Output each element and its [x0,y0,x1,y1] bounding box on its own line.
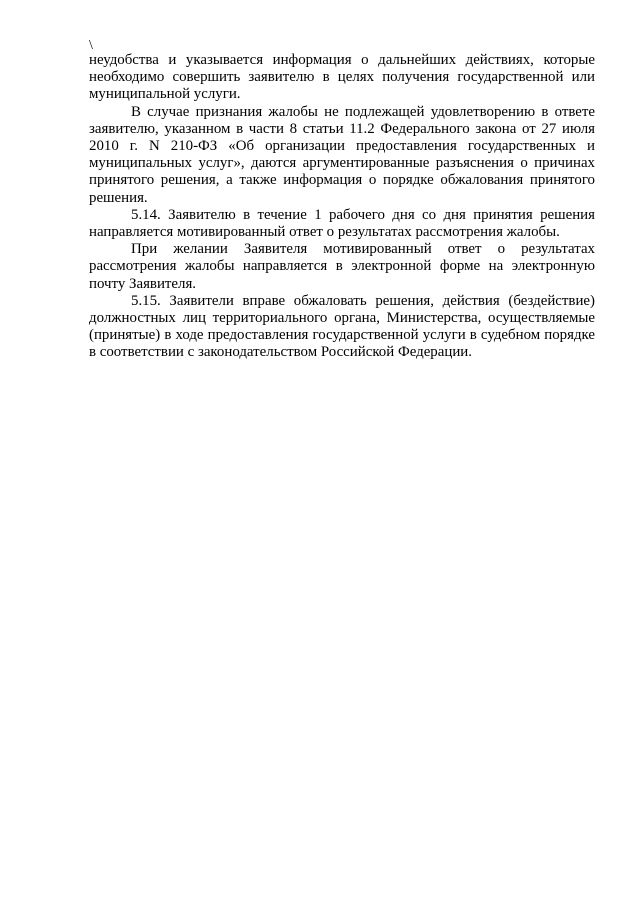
paragraph-5-15: 5.15. Заявители вправе обжаловать решения, действия (бездействие) должностных лиц территориального органа, Министерства, осуществляемые (принятые) в ходе предоставления государственной услуги в судебном порядке в соответствии с законодательством Российской Федерации. [89,292,595,361]
paragraph-rejection-answer: В случае признания жалобы не подлежащей удовлетворению в ответе заявителю, указанном в части 8 статьи 11.2 Федерального закона от 27 июля 2010 г. N 210-ФЗ «Об организации предоставления государственных и муниципальных услуг», даются аргументированные разъяснения о причинах принятого решения, а также информация о порядке обжалования принятого решения. [89,103,595,206]
paragraph-continuation: неудобства и указывается информация о дальнейших действиях, которые необходимо совершить заявителю в целях получения государственной или муниципальной услуги. [89,52,595,103]
paragraph-5-14: 5.14. Заявителю в течение 1 рабочего дня со дня принятия решения направляется мотивированный ответ о результатах рассмотрения жалобы. [89,206,595,241]
paragraph-email-answer: При желании Заявителя мотивированный ответ о результатах рассмотрения жалобы направляется в электронной форме на электронную почту Заявителя. [89,241,595,292]
document-body [89,52,595,362]
page-mark: \ [89,38,93,53]
